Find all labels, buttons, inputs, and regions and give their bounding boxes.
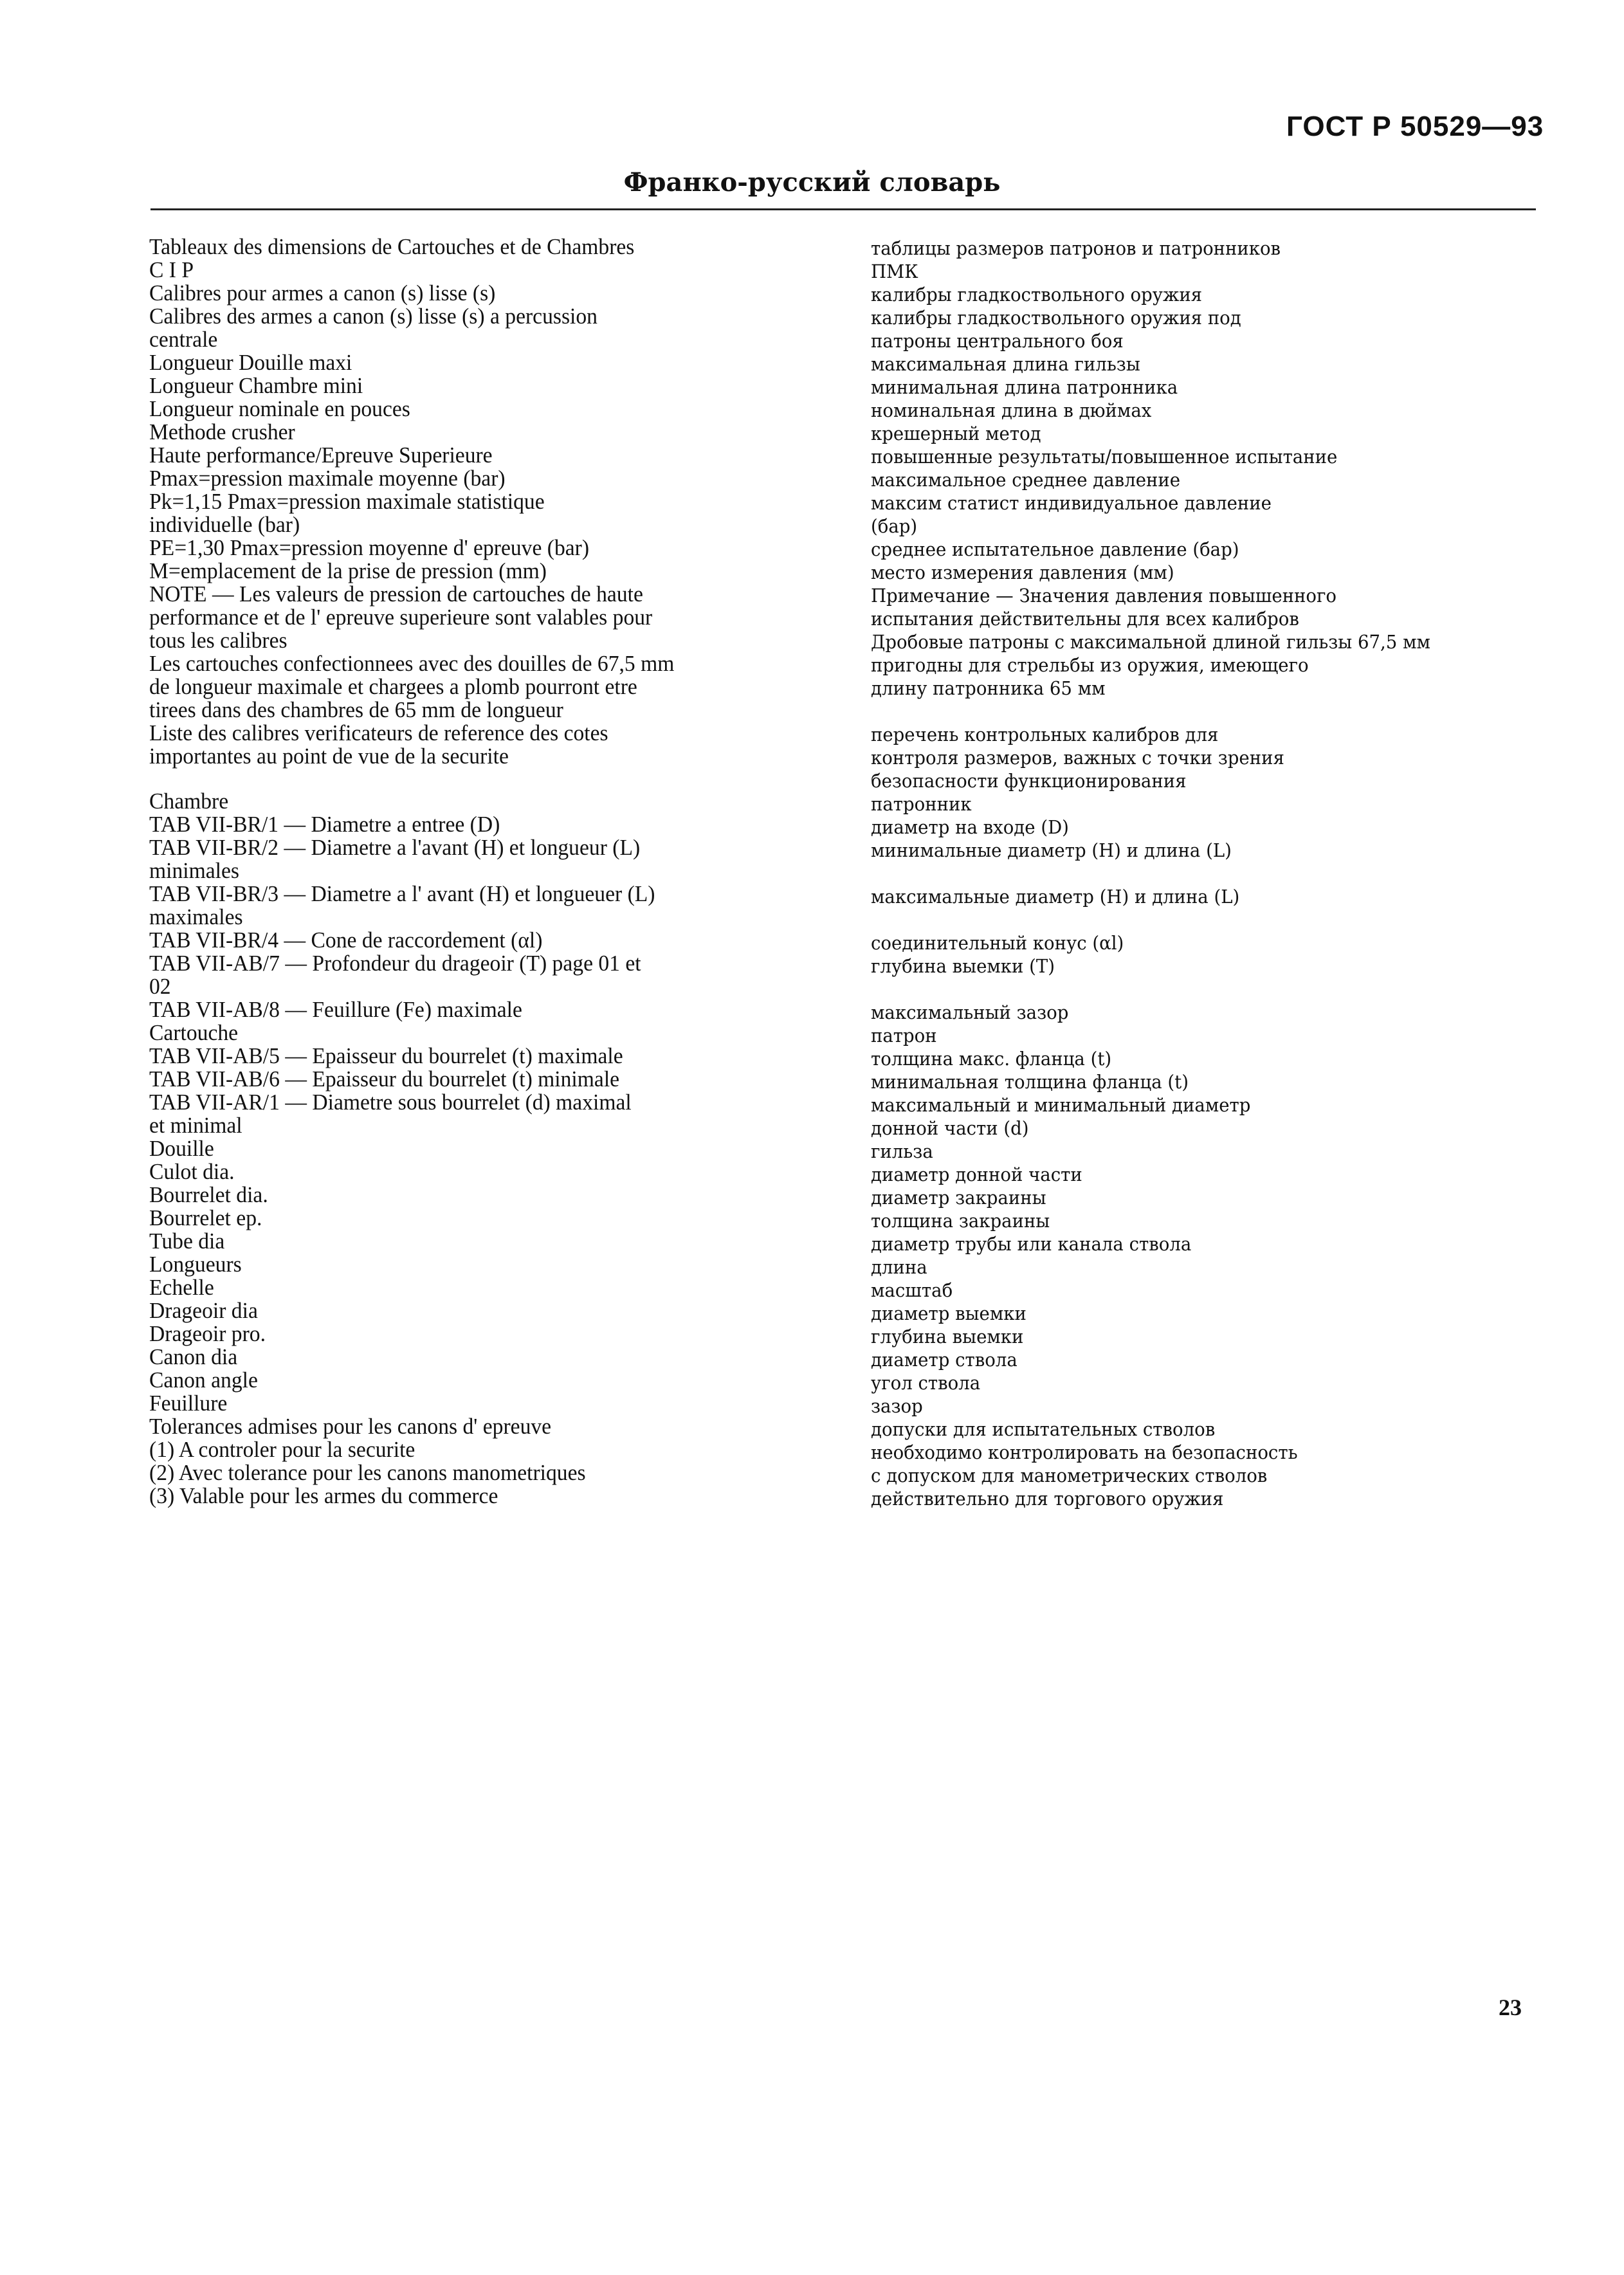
french-entry: Canon dia: [149, 1344, 238, 1369]
french-entry: tirees dans des chambres de 65 mm de longueur: [149, 697, 563, 722]
french-entry: Haute performance/Epreuve Superieure: [149, 443, 493, 468]
russian-entry: патроны центрального боя: [871, 330, 1124, 352]
french-entry: TAB VII-BR/4 — Cone de raccordement (αl): [149, 927, 543, 953]
russian-entry: диаметр донной части: [871, 1164, 1082, 1185]
french-entry: Longueurs: [149, 1252, 242, 1277]
russian-entry: минимальная длина патронника: [871, 376, 1178, 398]
russian-entry: глубина выемки: [871, 1326, 1024, 1348]
french-entry: (1) A controler pour la securite: [149, 1437, 415, 1462]
french-entry: Feuillure: [149, 1391, 228, 1416]
russian-entry: максимальный и минимальный диаметр: [871, 1094, 1251, 1116]
french-entry: Echelle: [149, 1275, 214, 1300]
french-entry: Longueur nominale en pouces: [149, 396, 410, 421]
french-entry: Culot dia.: [149, 1159, 235, 1184]
french-entry: (3) Valable pour les armes du commerce: [149, 1483, 498, 1508]
russian-entry: номинальная длина в дюймах: [871, 399, 1152, 421]
russian-entry: испытания действительны для всех калибров: [871, 608, 1299, 630]
russian-entry: диаметр трубы или канала ствола: [871, 1233, 1192, 1255]
french-entry: Calibres pour armes a canon (s) lisse (s): [149, 280, 496, 306]
french-entry: performance et de l' epreuve superieure sont valables pour: [149, 605, 653, 630]
french-entry: Longueur Chambre mini: [149, 373, 363, 398]
french-entry: Canon angle: [149, 1367, 258, 1393]
russian-entry: зазор: [871, 1395, 923, 1417]
french-entry: Methode crusher: [149, 419, 295, 444]
russian-entry: допуски для испытательных стволов: [871, 1418, 1216, 1440]
french-entry: et minimal: [149, 1113, 242, 1138]
russian-entry: длину патронника 65 мм: [871, 677, 1106, 699]
russian-entry: перечень контрольных калибров для: [871, 724, 1219, 745]
french-entry: (2) Avec tolerance pour les canons manometriques: [149, 1460, 586, 1485]
russian-entry: минимальная толщина фланца (t): [871, 1071, 1189, 1093]
french-entry: Douille: [149, 1136, 214, 1161]
russian-entry: диаметр ствола: [871, 1349, 1017, 1371]
russian-entry: максимальная длина гильзы: [871, 353, 1140, 375]
french-entry: NOTE — Les valeurs de pression de cartouches de haute: [149, 581, 643, 607]
french-entry: Pmax=pression maximale moyenne (bar): [149, 466, 506, 491]
russian-entry: максимальное среднее давление: [871, 469, 1181, 491]
russian-entry: Дробовые патроны с максимальной длиной гильзы 67,5 мм: [871, 631, 1430, 653]
french-entry: Tableaux des dimensions de Cartouches et de Chambres: [149, 234, 635, 259]
french-entry: TAB VII-AR/1 — Diametre sous bourrelet (d) maximal: [149, 1090, 632, 1115]
french-entry: C I P: [149, 257, 194, 282]
russian-entry: диаметр выемки: [871, 1302, 1026, 1324]
french-entry: centrale: [149, 327, 218, 352]
french-entry: Bourrelet ep.: [149, 1205, 262, 1230]
russian-entry: пригодны для стрельбы из оружия, имеющего: [871, 654, 1309, 676]
french-entry: maximales: [149, 904, 243, 929]
russian-entry: действительно для торгового оружия: [871, 1488, 1224, 1510]
russian-entry: максимальный зазор: [871, 1001, 1069, 1023]
russian-entry: угол ствола: [871, 1372, 981, 1394]
russian-entry: калибры гладкоствольного оружия под: [871, 307, 1241, 329]
french-entry: minimales: [149, 858, 239, 883]
russian-entry: крешерный метод: [871, 423, 1041, 444]
title-rule: [151, 208, 1536, 210]
russian-entry: толщина закраины: [871, 1210, 1050, 1232]
russian-entry: безопасности функционирования: [871, 770, 1187, 792]
french-entry: TAB VII-AB/5 — Epaisseur du bourrelet (t) maximale: [149, 1043, 623, 1068]
french-entry: PE=1,30 Pmax=pression moyenne d' epreuve (bar): [149, 535, 590, 560]
french-entry: Drageoir dia: [149, 1298, 258, 1323]
french-entry: Tube dia: [149, 1229, 225, 1254]
french-entry: TAB VII-BR/3 — Diametre a l' avant (H) et longueuer (L): [149, 881, 655, 906]
russian-entry: соединительный конус (αl): [871, 932, 1124, 954]
russian-entry: таблицы размеров патронов и патронников: [871, 237, 1281, 259]
russian-entry: калибры гладкоствольного оружия: [871, 284, 1203, 306]
russian-entry: длина: [871, 1256, 927, 1278]
french-entry: Drageoir pro.: [149, 1321, 266, 1346]
russian-entry: максим статист индивидуальное давление: [871, 492, 1272, 514]
french-entry: 02: [149, 974, 171, 999]
russian-entry: глубина выемки (Т): [871, 955, 1055, 977]
french-entry: TAB VII-BR/2 — Diametre a l'avant (H) et longueur (L): [149, 835, 641, 860]
russian-entry: минимальные диаметр (Н) и длина (L): [871, 839, 1232, 861]
russian-entry: ПМК: [871, 260, 918, 282]
russian-entry: с допуском для манометрических стволов: [871, 1465, 1268, 1486]
french-entry: Pk=1,15 Pmax=pression maximale statistique: [149, 489, 545, 514]
french-entry: TAB VII-AB/6 — Epaisseur du bourrelet (t) minimale: [149, 1066, 620, 1092]
french-entry: importantes au point de vue de la securite: [149, 744, 509, 769]
russian-entry: толщина макс. фланца (t): [871, 1048, 1112, 1070]
russian-entry: место измерения давления (мм): [871, 562, 1174, 583]
russian-entry: диаметр закраины: [871, 1187, 1046, 1209]
russian-entry: гильза: [871, 1140, 933, 1162]
french-entry: de longueur maximale et chargees a plomb pourront etre: [149, 674, 637, 699]
russian-entry: (бар): [871, 515, 918, 537]
french-entry: Calibres des armes a canon (s) lisse (s) a percussion: [149, 304, 598, 329]
french-entry: TAB VII-AB/7 — Profondeur du drageoir (T) page 01 et: [149, 951, 641, 976]
french-entry: Cartouche: [149, 1020, 239, 1045]
russian-entry: повышенные результаты/повышенное испытание: [871, 446, 1338, 468]
russian-entry: патронник: [871, 793, 972, 815]
french-entry: Liste des calibres verificateurs de reference des cotes: [149, 720, 608, 745]
french-entry: individuelle (bar): [149, 512, 300, 537]
french-entry: Tolerances admises pour les canons d' epreuve: [149, 1414, 552, 1439]
russian-entry: диаметр на входе (D): [871, 816, 1069, 838]
french-entry: Chambre: [149, 789, 229, 814]
page-title: Франко-русский словарь: [623, 167, 1001, 197]
french-entry: tous les calibres: [149, 628, 287, 653]
russian-entry: среднее испытательное давление (бар): [871, 538, 1239, 560]
russian-entry: масштаб: [871, 1279, 953, 1301]
french-entry: M=emplacement de la prise de pression (mm): [149, 558, 547, 583]
french-entry: Bourrelet dia.: [149, 1182, 268, 1207]
russian-entry: Примечание — Значения давления повышенного: [871, 585, 1337, 607]
russian-entry: донной части (d): [871, 1117, 1029, 1139]
russian-entry: патрон: [871, 1025, 937, 1046]
french-entry: Longueur Douille maxi: [149, 350, 352, 375]
russian-entry: максимальные диаметр (Н) и длина (L): [871, 886, 1240, 908]
page-number: 23: [1499, 1995, 1522, 2020]
russian-entry: контроля размеров, важных с точки зрения: [871, 747, 1284, 769]
french-entry: Les cartouches confectionnees avec des douilles de 67,5 mm: [149, 651, 675, 676]
russian-entry: необходимо контролировать на безопасность: [871, 1441, 1298, 1463]
document-code: ГОСТ Р 50529—93: [1286, 111, 1544, 142]
french-entry: TAB VII-BR/1 — Diametre a entree (D): [149, 812, 500, 837]
french-entry: TAB VII-AB/8 — Feuillure (Fe) maximale: [149, 997, 522, 1022]
